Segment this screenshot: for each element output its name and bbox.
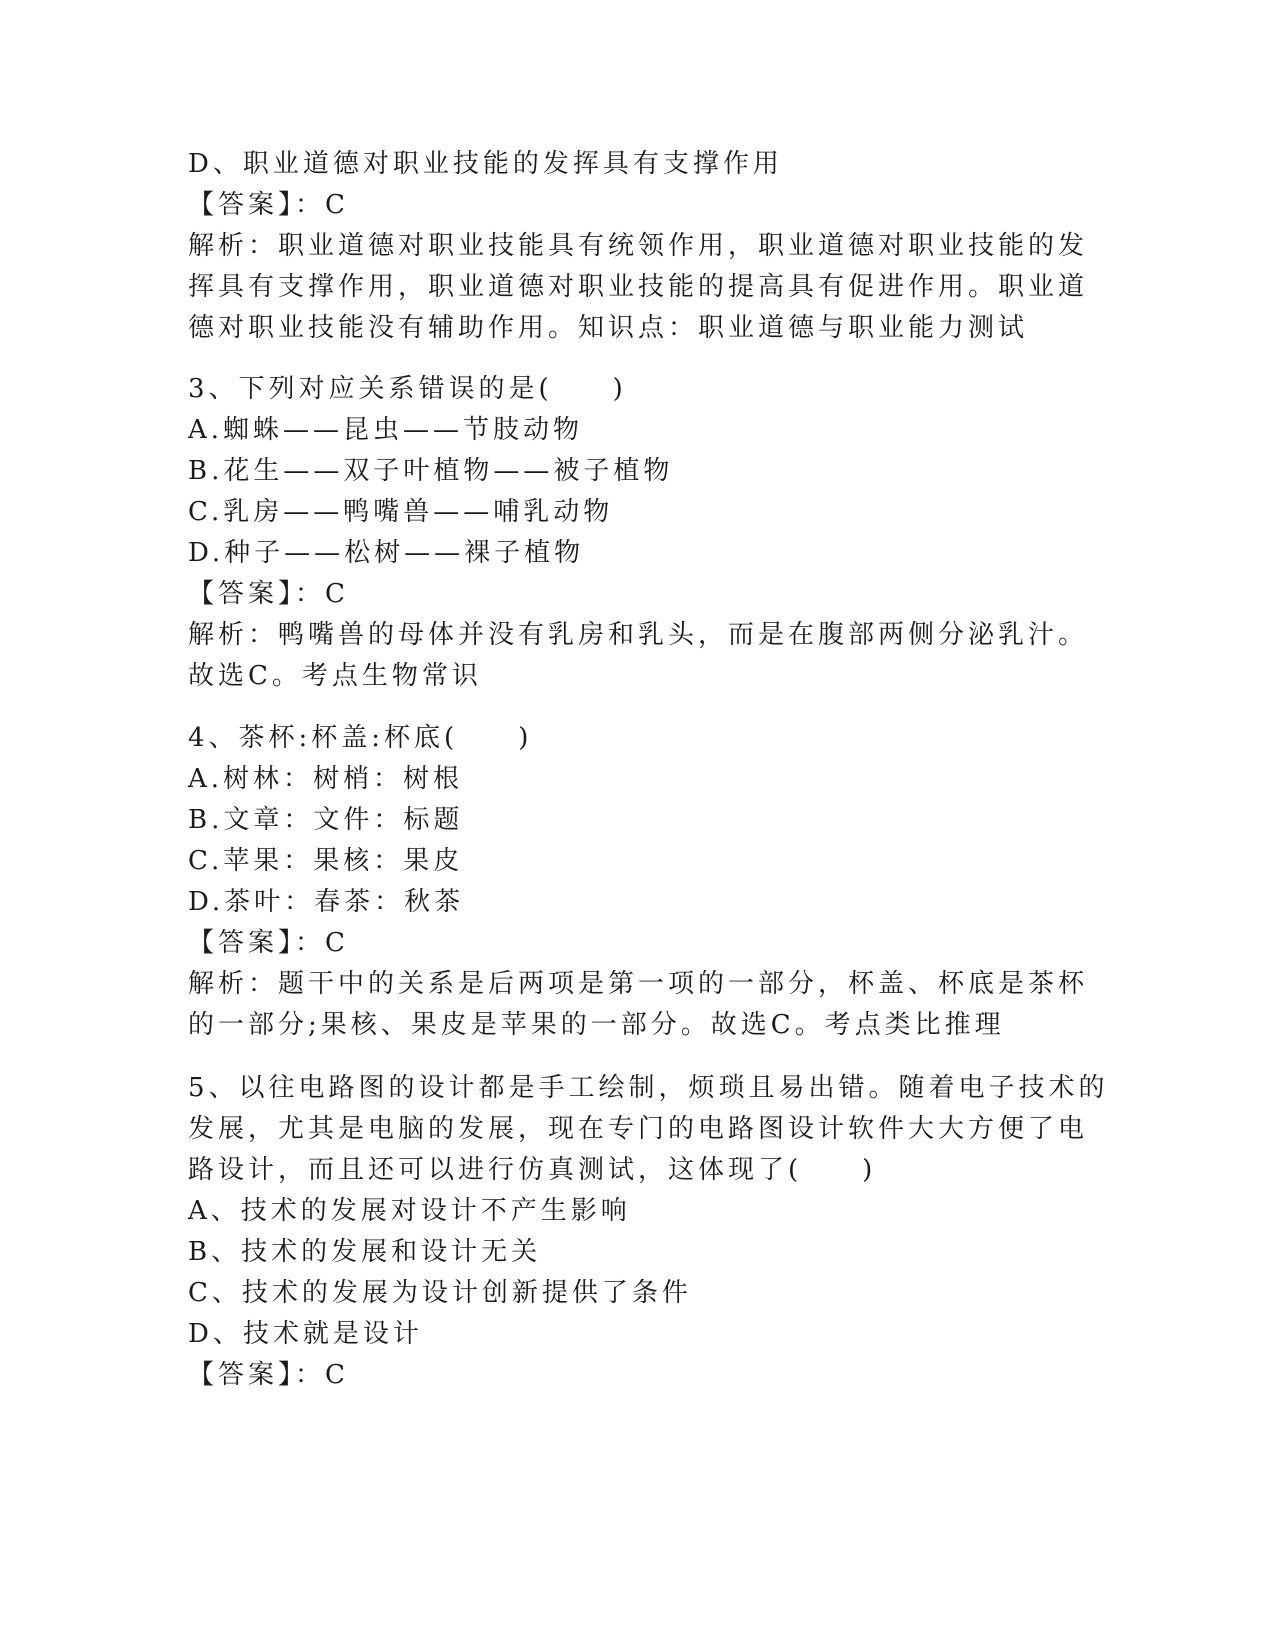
q4-option-c: C.苹果：果核：果皮 [188, 846, 464, 876]
q5-answer: 【答案】：C [188, 1360, 349, 1390]
q4-answer: 【答案】：C [188, 928, 349, 958]
q2-explanation-line-2: 挥具有支撑作用，职业道德对职业技能的提高具有促进作用。职业道 [188, 272, 1089, 302]
q5-option-d: D、技术就是设计 [188, 1319, 423, 1349]
q5-option-c: C、技术的发展为设计创新提供了条件 [188, 1278, 692, 1308]
q5-stem-line-1: 5、以往电路图的设计都是手工绘制，烦琐且易出错。随着电子技术的 [188, 1073, 1109, 1103]
q4-option-d: D.茶叶：春茶：秋茶 [188, 887, 465, 917]
q3-option-c: C.乳房——鸭嘴兽——哺乳动物 [188, 497, 614, 527]
q3-option-b: B.花生——双子叶植物——被子植物 [188, 456, 674, 486]
q3-option-d: D.种子——松树——裸子植物 [188, 538, 585, 568]
q4-option-a: A.树林：树梢：树根 [188, 764, 464, 794]
q5-stem-line-3: 路设计，而且还可以进行仿真测试，这体现了( ) [188, 1155, 877, 1185]
q2-option-d: D、职业道德对职业技能的发挥具有支撑作用 [188, 149, 783, 179]
q4-stem: 4、茶杯:杯盖:杯底( ) [188, 723, 533, 753]
q3-explanation-line-1: 解析：鸭嘴兽的母体并没有乳房和乳头，而是在腹部两侧分泌乳汁。 [188, 620, 1089, 650]
q3-option-a: A.蜘蛛——昆虫——节肢动物 [188, 415, 584, 445]
q4-explanation-line-2: 的一部分;果核、果皮是苹果的一部分。故选C。考点类比推理 [188, 1010, 1005, 1040]
q5-option-a: A、技术的发展对设计不产生影响 [188, 1196, 631, 1226]
q5-stem-line-2: 发展，尤其是电脑的发展，现在专门的电路图设计软件大大方便了电 [188, 1114, 1089, 1144]
q2-explanation-line-1: 解析：职业道德对职业技能具有统领作用，职业道德对职业技能的发 [188, 231, 1089, 261]
q3-answer: 【答案】：C [188, 579, 349, 609]
q3-explanation-line-2: 故选C。考点生物常识 [188, 661, 482, 691]
q2-answer: 【答案】：C [188, 190, 349, 220]
q3-stem: 3、下列对应关系错误的是( ) [188, 374, 627, 404]
q4-option-b: B.文章：文件：标题 [188, 805, 464, 835]
q2-explanation-line-3: 德对职业技能没有辅助作用。知识点：职业道德与职业能力测试 [188, 313, 1029, 343]
q5-option-b: B、技术的发展和设计无关 [188, 1237, 542, 1267]
q4-explanation-line-1: 解析：题干中的关系是后两项是第一项的一部分，杯盖、杯底是茶杯 [188, 969, 1089, 999]
